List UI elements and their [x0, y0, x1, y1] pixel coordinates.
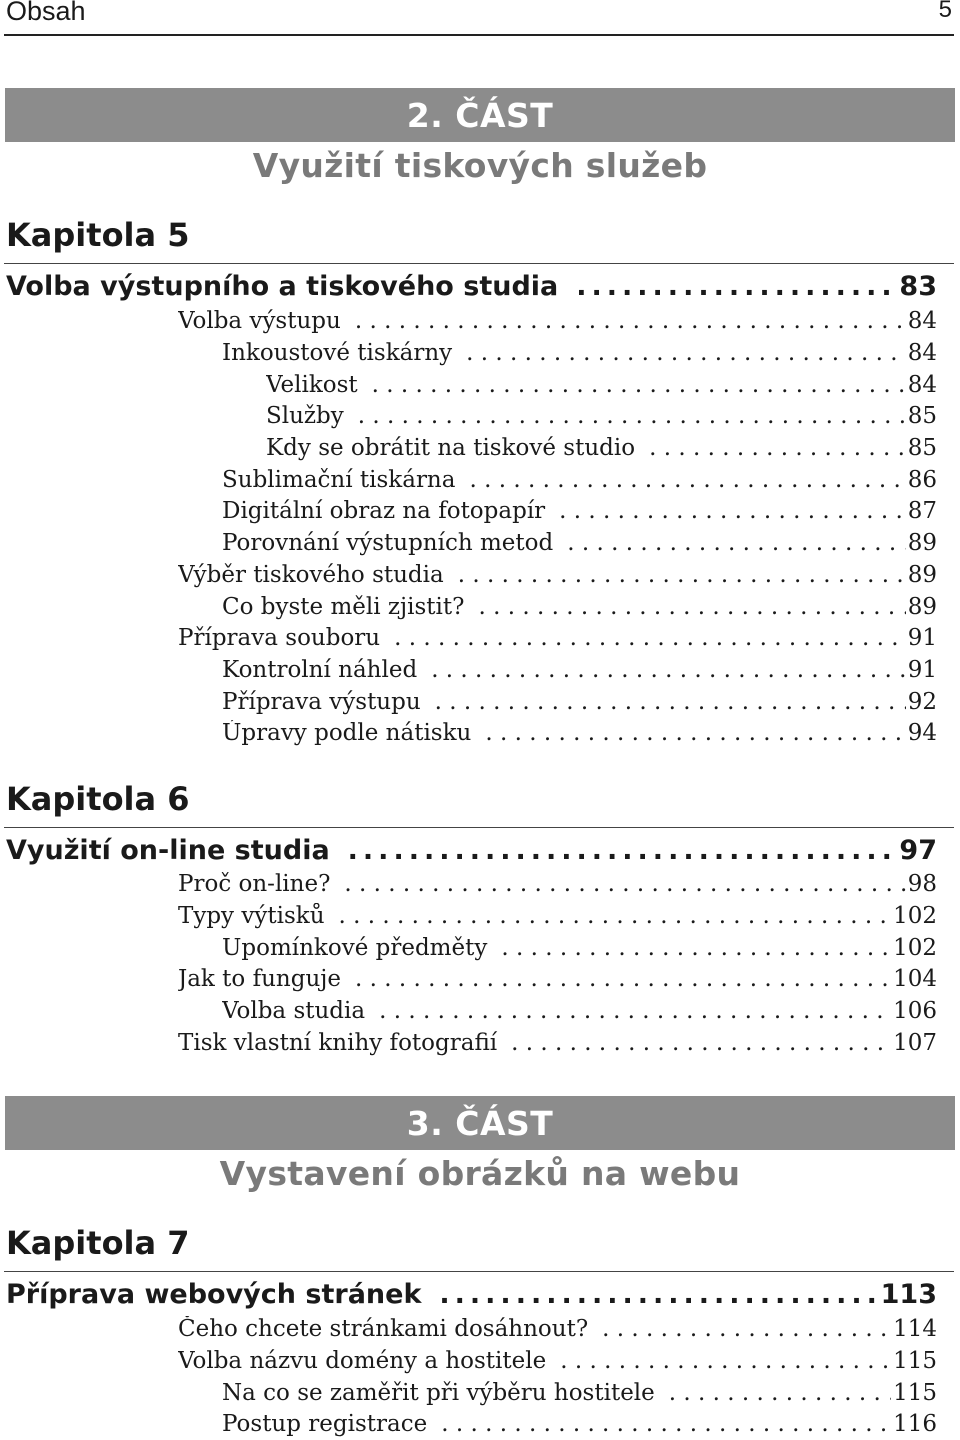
entry-page: 84 — [907, 372, 937, 398]
entry-text: Čeho chcete stránkami dosáhnout? — [178, 1316, 589, 1342]
entry-text: Inkoustové tiskárny — [222, 340, 453, 366]
entry-text: Kontrolní náhled — [222, 657, 418, 683]
entry-text: Příprava výstupu — [222, 689, 421, 715]
toc-entry[interactable] — [222, 689, 937, 715]
toc-entry[interactable] — [222, 657, 937, 683]
entry-text: Porovnání výstupních metod — [222, 530, 554, 556]
toc-entry[interactable] — [178, 903, 937, 929]
page-number: 5 — [938, 0, 952, 23]
dot-leader — [344, 871, 905, 897]
chapter-label: Kapitola 5 — [6, 216, 190, 254]
dot-leader — [358, 403, 906, 429]
dot-leader — [576, 271, 897, 302]
chapter-title: Využití on-line studia — [6, 835, 330, 866]
entry-page: 89 — [907, 594, 937, 620]
entry-text: Kdy se obrátit na tiskové studio — [266, 435, 636, 461]
dot-leader — [355, 308, 906, 334]
entry-page: 116 — [893, 1411, 937, 1437]
entry-text: Jak to funguje — [178, 966, 341, 992]
entry-page: 106 — [893, 998, 937, 1024]
running-title: Obsah — [6, 0, 86, 26]
dot-leader — [567, 530, 906, 556]
part-number: 2. ČÁST — [406, 96, 554, 135]
entry-page: 87 — [907, 498, 937, 524]
dot-leader — [435, 689, 906, 715]
toc-entry[interactable] — [222, 998, 937, 1024]
toc-entry[interactable] — [222, 594, 937, 620]
entry-text: Proč on-line? — [178, 871, 331, 897]
entry-page: 86 — [907, 467, 937, 493]
entry-page: 102 — [893, 903, 937, 929]
entry-text: Upomínkové předměty — [222, 935, 488, 961]
toc-entry[interactable] — [178, 308, 937, 334]
dot-leader — [478, 594, 905, 620]
chapter-title-entry[interactable] — [6, 835, 937, 866]
dot-leader — [649, 435, 906, 461]
part-title: Využití tiskových služeb — [252, 146, 708, 185]
dot-leader — [441, 1411, 891, 1437]
chapter-page: 97 — [899, 835, 937, 866]
entry-text: Příprava souboru — [178, 625, 381, 651]
entry-text: Volba studia — [222, 998, 366, 1024]
entry-page: 115 — [893, 1380, 937, 1406]
entry-page: 85 — [907, 403, 937, 429]
chapter-label: Kapitola 6 — [6, 780, 190, 818]
dot-leader — [669, 1380, 891, 1406]
chapter-title-entry[interactable] — [6, 1279, 937, 1310]
dot-leader — [431, 657, 906, 683]
chapter-page: 83 — [899, 271, 937, 302]
dot-leader — [560, 1348, 891, 1374]
entry-text: Co byste měli zjistit? — [222, 594, 465, 620]
toc-entry[interactable] — [178, 1316, 937, 1342]
entry-page: 84 — [907, 308, 937, 334]
entry-text: Postup registrace — [222, 1411, 428, 1437]
entry-text: Služby — [266, 403, 344, 429]
toc-entry[interactable] — [222, 467, 937, 493]
entry-page: 104 — [893, 966, 937, 992]
part-number: 3. ČÁST — [406, 1104, 554, 1143]
dot-leader — [339, 903, 892, 929]
chapter-title: Příprava webových stránek — [6, 1279, 422, 1310]
toc-entry[interactable] — [178, 562, 937, 588]
entry-text: Výběr tiskového studia — [178, 562, 444, 588]
entry-text: Sublimační tiskárna — [222, 467, 456, 493]
entry-page: 92 — [907, 689, 937, 715]
entry-page: 115 — [893, 1348, 937, 1374]
dot-leader — [466, 340, 906, 366]
dot-leader — [602, 1316, 891, 1342]
entry-text: Digitální obraz na fotopapír — [222, 498, 546, 524]
toc-entry[interactable] — [222, 498, 937, 524]
toc-entry[interactable] — [178, 871, 937, 897]
toc-entry[interactable] — [178, 966, 937, 992]
toc-entry[interactable] — [178, 1348, 937, 1374]
dot-leader — [559, 498, 906, 524]
dot-leader — [511, 1030, 891, 1056]
dot-leader — [355, 966, 891, 992]
entry-page: 102 — [893, 935, 937, 961]
toc-entry[interactable] — [222, 530, 937, 556]
entry-text: Typy výtisků — [178, 903, 325, 929]
entry-text: Volba názvu domény a hostitele — [178, 1348, 547, 1374]
toc-entry[interactable] — [178, 1030, 937, 1056]
dot-leader — [439, 1279, 878, 1310]
toc-entry[interactable] — [222, 340, 937, 366]
toc-entry[interactable] — [222, 1411, 937, 1437]
chapter-page: 113 — [880, 1279, 937, 1310]
dot-leader — [348, 835, 898, 866]
chapter-rule — [4, 263, 954, 264]
toc-entry[interactable] — [178, 625, 937, 651]
running-head — [4, 0, 954, 36]
toc-entry[interactable] — [266, 372, 937, 398]
chapter-rule — [4, 1271, 954, 1272]
entry-text: Na co se zaměřit při výběru hostitele — [222, 1380, 655, 1406]
entry-page: 85 — [907, 435, 937, 461]
dot-leader — [501, 935, 891, 961]
chapter-title-entry[interactable] — [6, 271, 937, 302]
entry-text: Velikost — [266, 372, 358, 398]
dot-leader — [379, 998, 891, 1024]
toc-entry[interactable] — [222, 720, 937, 746]
entry-text: Volba výstupu — [178, 308, 341, 334]
entry-text: Úpravy podle nátisku — [222, 720, 472, 746]
entry-page: 94 — [907, 720, 937, 746]
dot-leader — [469, 467, 905, 493]
toc-entry[interactable] — [266, 403, 937, 429]
entry-page: 98 — [907, 871, 937, 897]
dot-leader — [485, 720, 905, 746]
entry-page: 89 — [907, 530, 937, 556]
chapter-title: Volba výstupního a tiskového studia — [6, 271, 559, 302]
chapter-label: Kapitola 7 — [6, 1224, 190, 1262]
dot-leader — [394, 625, 906, 651]
dot-leader — [458, 562, 906, 588]
dot-leader — [372, 372, 906, 398]
entry-page: 114 — [893, 1316, 937, 1342]
entry-page: 84 — [907, 340, 937, 366]
toc-entry[interactable] — [222, 935, 937, 961]
entry-text: Tisk vlastní knihy fotografií — [178, 1030, 498, 1056]
entry-page: 89 — [907, 562, 937, 588]
part-title: Vystavení obrázků na webu — [219, 1154, 741, 1193]
entry-page: 91 — [907, 657, 937, 683]
entry-page: 91 — [907, 625, 937, 651]
chapter-rule — [4, 827, 954, 828]
toc-entry[interactable] — [266, 435, 937, 461]
toc-entry[interactable] — [222, 1380, 937, 1406]
entry-page: 107 — [893, 1030, 937, 1056]
